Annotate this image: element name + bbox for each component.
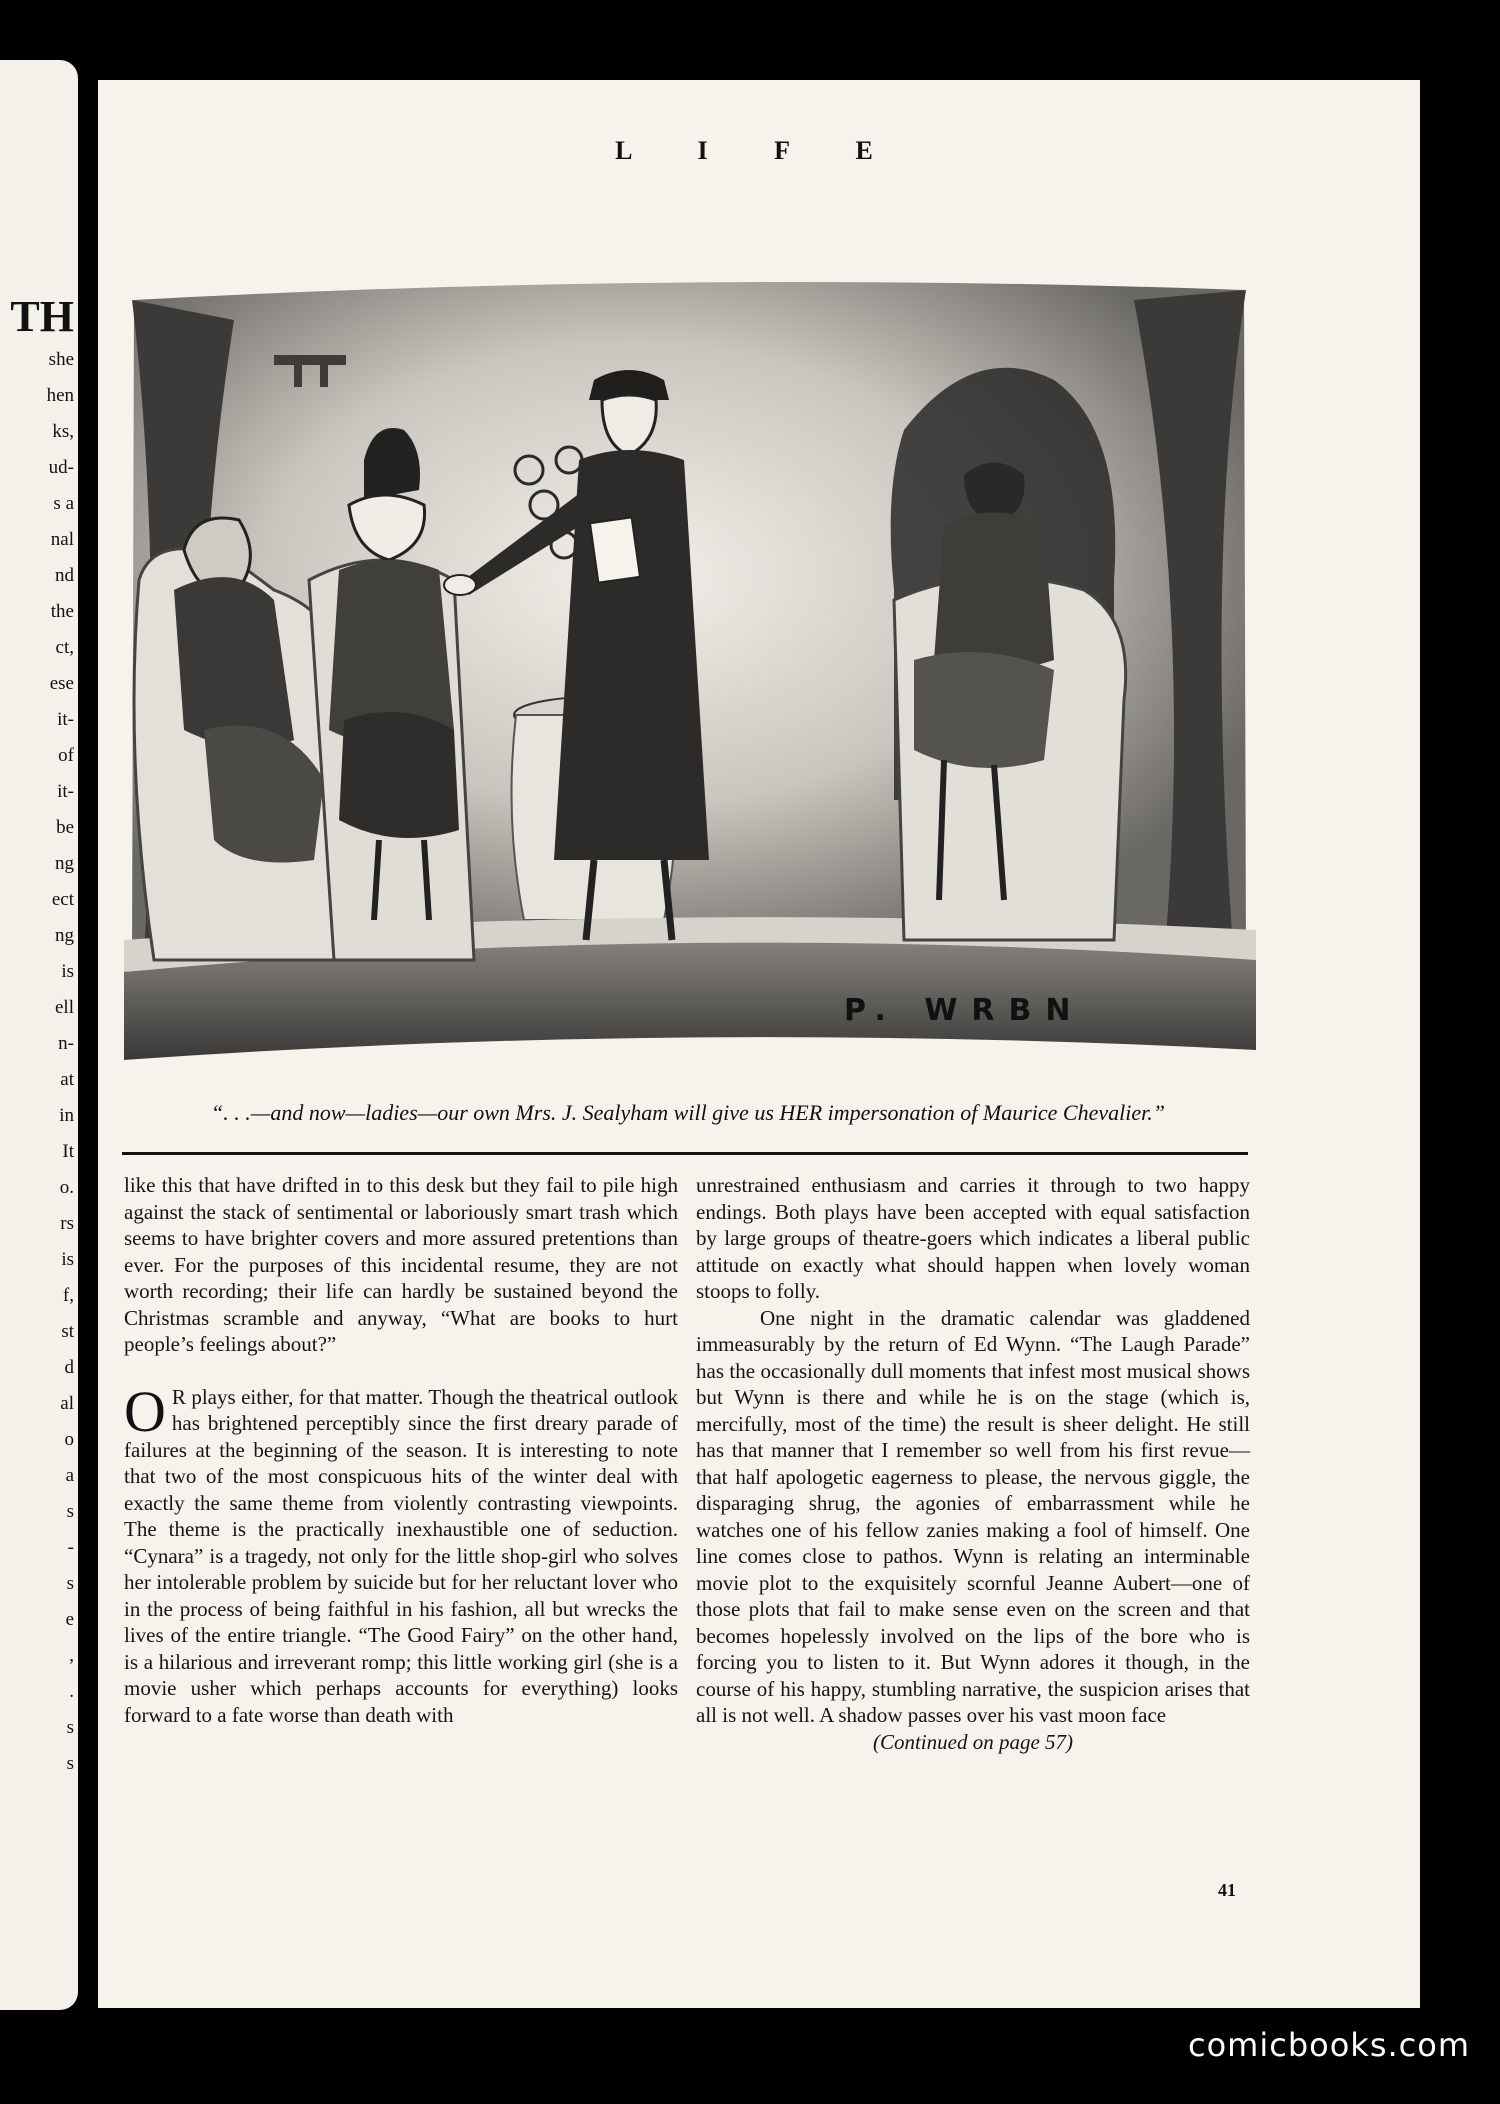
facing-text-fragment: d <box>64 1357 74 1378</box>
paragraph <box>124 1378 678 1729</box>
facing-text-fragment: a <box>65 1465 74 1486</box>
facing-text-fragment: at <box>60 1069 74 1090</box>
facing-page-edge <box>0 60 78 2010</box>
continued-note: (Continued on page 57) <box>872 1729 1074 1754</box>
facing-text-fragment: ese <box>49 673 74 694</box>
paragraph-text: R plays either, for that matter. Though the theatrical outlook has brightened perceptibly since the first dreary parade of failures at the beginning of the season. It is interesting to note that two of the most conspicuous hits of the winter deal with exactly the same theme from violently contrasting viewpoints. The theme is the practically inexhaustible one of seduction. “Cynara” is a tragedy, not only for the little shop-girl who solves her intolerable problem by suicide but for her reluctant lover who in the process of being faithful in his fashion, all but wrecks the lives of the entire triangle. “The Good Fairy” on the other hand, is a hilarious and irreverant romp; this little working girl (she is a movie usher which perhaps accounts for everything) looks forward to a fate worse than death with <box>124 1384 678 1727</box>
drop-cap: O <box>124 1378 166 1444</box>
facing-text-fragment: ks, <box>52 421 74 442</box>
facing-text-fragment: rs <box>60 1213 74 1234</box>
facing-heading-fragment: TH <box>10 292 74 341</box>
facing-text-fragment: ng <box>55 853 74 874</box>
facing-text-fragment: ng <box>55 925 74 946</box>
illustration-drawing <box>124 260 1256 1090</box>
facing-text-fragment: be <box>56 817 74 838</box>
facing-text-fragment: is <box>61 961 74 982</box>
facing-text-fragment: s <box>66 1717 74 1738</box>
paragraph: unrestrained enthusiasm and carries it through to two happy endings. Both plays have been accepted with equal satisfaction by large groups of theatre-goers which indicates a liberal public attitude on exactly what should happen when lovely woman stoops to folly. <box>696 1173 1250 1303</box>
facing-text-fragment: al <box>60 1393 74 1414</box>
facing-text-fragment: she <box>48 349 74 370</box>
article-column-left <box>124 1172 678 1728</box>
facing-text-fragment: nd <box>55 565 74 586</box>
facing-text-fragment: s a <box>53 493 74 514</box>
article-column-right <box>696 1172 1250 1755</box>
cartoon-illustration <box>124 260 1256 1090</box>
facing-text-fragment: o. <box>59 1177 74 1198</box>
caption-rule <box>122 1152 1248 1155</box>
watermark: comicbooks.com <box>1187 2026 1470 2064</box>
artist-signature: P. WRBN <box>844 993 1085 1028</box>
facing-text-fragment: it- <box>57 709 74 730</box>
facing-text-fragment: - <box>67 1537 74 1558</box>
facing-text-fragment: hen <box>46 385 74 406</box>
facing-text-fragment: of <box>58 745 74 766</box>
facing-text-fragment: ct, <box>55 637 74 658</box>
cartoon-caption: “. . .—and now—ladies—our own Mrs. J. Sealyham will give us HER impersonation of Maurice Chevalier.” <box>211 1100 1165 1125</box>
facing-text-fragment: st <box>61 1321 74 1342</box>
facing-text-fragment: ud- <box>48 457 74 478</box>
facing-text-fragment: s <box>66 1501 74 1522</box>
facing-text-fragment: nal <box>50 529 74 550</box>
facing-text-fragment: s <box>66 1753 74 1774</box>
facing-text-fragment: s <box>66 1573 74 1594</box>
facing-text-fragment: n- <box>58 1033 74 1054</box>
facing-text-fragment: ell <box>55 997 74 1018</box>
facing-text-fragment: o <box>64 1429 74 1450</box>
facing-text-fragment: . <box>69 1681 74 1702</box>
paragraph: like this that have drifted in to this desk but they fail to pile high against the stack of sentimental or laboriously smart trash which seems to have brighter covers and more assured pretentions than ever. For the purposes of this incidental resume, they are not worth recording; their life can hardly be sustained beyond the Christmas scramble and anyway, “What are books to hurt people’s feelings about?” <box>124 1173 678 1356</box>
page-number: 41 <box>1218 1880 1236 1900</box>
facing-text-fragment: f, <box>62 1285 74 1306</box>
facing-text-fragment: in <box>59 1105 74 1126</box>
facing-text-fragment: e <box>65 1609 74 1630</box>
masthead: L I F E <box>615 136 903 165</box>
facing-text-fragment: is <box>61 1249 74 1270</box>
magazine-page <box>98 80 1420 2008</box>
facing-text-fragment: It <box>62 1141 74 1162</box>
facing-text-fragment: it- <box>57 781 74 802</box>
facing-text-fragment: the <box>50 601 74 622</box>
facing-text-fragment: , <box>69 1645 74 1666</box>
facing-text-fragment: ect <box>51 889 74 910</box>
paragraph: One night in the dramatic calendar was gladdened immeasurably by the return of Ed Wynn. “The Laugh Parade” has the occasionally dull moments that infest most musical shows but Wynn is there and while he is on the stage (which is, mercifully, most of the time) the result is sheer delight. He still has that manner that I remember so well from his first revue—that half apologetic eagerness to please, the nervous giggle, the disparaging shrug, the agonies of embarrassment while he watches one of his fellow zanies making a fool of himself. One line comes close to pathos. Wynn is relating an interminable movie plot to the exquisitely scornful Jeanne Aubert—one of those plots that fail to make sense even on the screen and that becomes hopelessly involved on the lips of the bore who is forcing you to listen to it. But Wynn adores it though, in the course of his happy, stumbling narrative, the suspicion arises that all is not well. A shadow passes over his vast moon face <box>696 1305 1250 1727</box>
